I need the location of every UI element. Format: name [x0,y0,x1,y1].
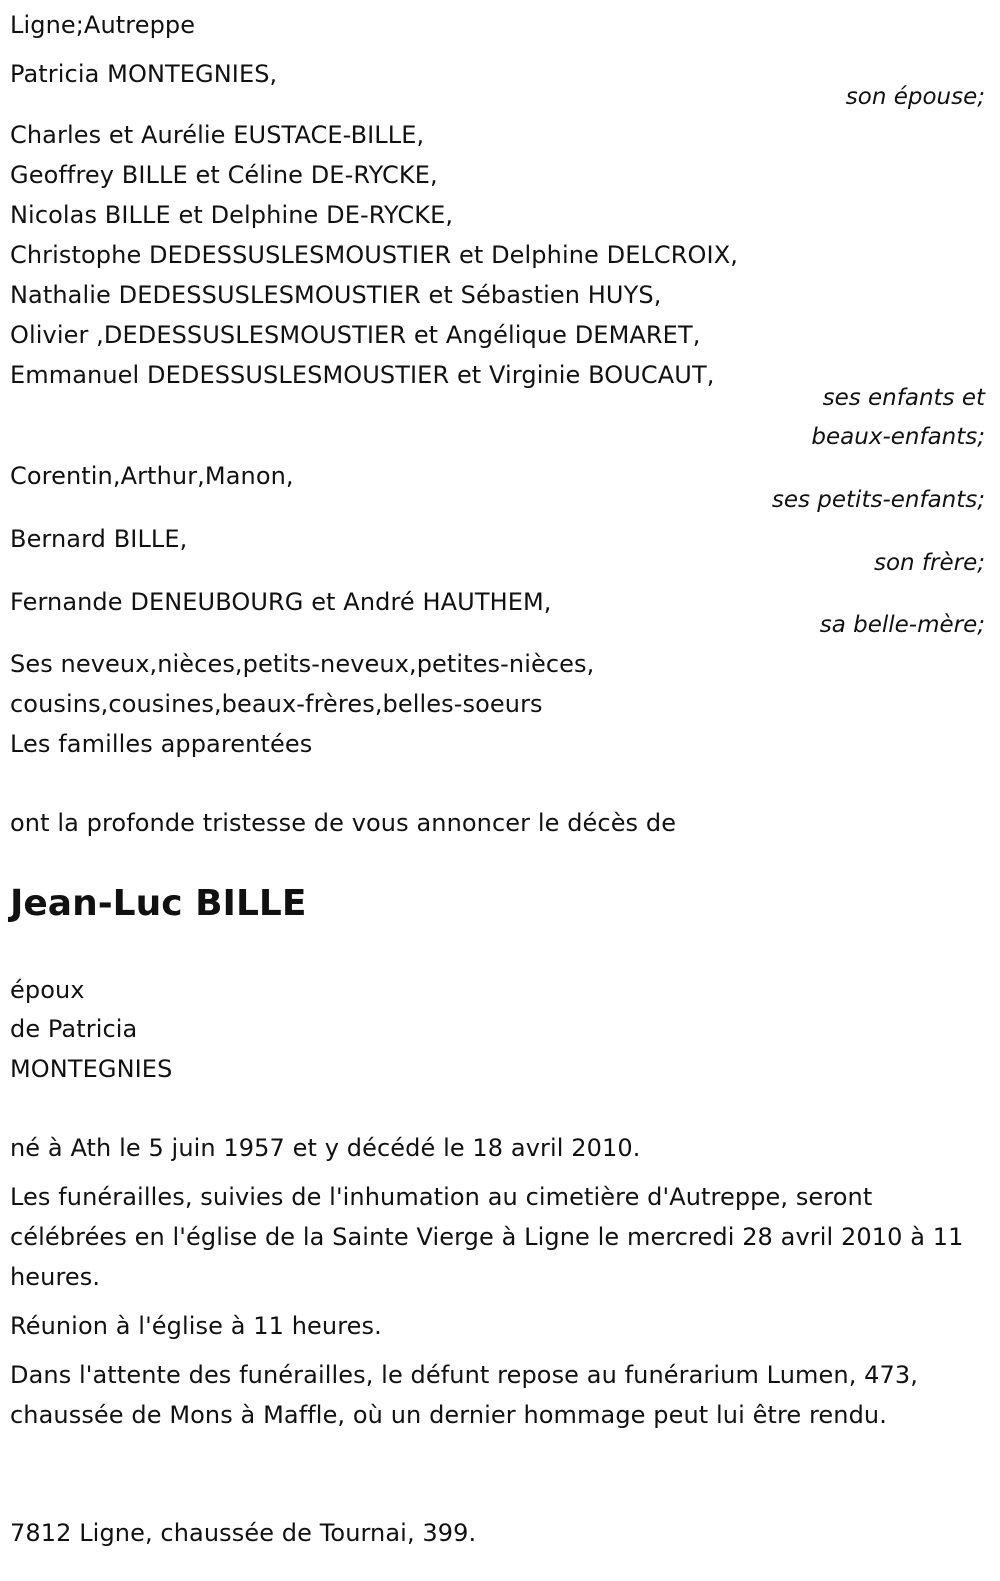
spouse-of-line: époux [10,976,85,1004]
child-line: Charles et Aurélie EUSTACE-BILLE, [10,121,425,149]
location-header: Ligne;Autreppe [10,11,196,39]
address: 7812 Ligne, chaussée de Tournai, 399. [10,1519,477,1547]
child-line: Nathalie DEDESSUSLESMOUSTIER et Sébastien HUYS, [10,281,662,309]
child-line: Nicolas BILLE et Delphine DE-RYCKE, [10,201,454,229]
child-line: Geoffrey BILLE et Céline DE-RYCKE, [10,161,438,189]
rest-details: Dans l'attente des funérailles, le défunt repose au funérarium Lumen, 473, chaussée de Mons à Maffle, où un dernier hommage peut lui être rendu. [10,1361,918,1429]
relatives-line: Les familles apparentées [10,730,313,758]
mother-in-law-relation: sa belle-mère; [819,612,985,638]
spouse-of-line: de Patricia [10,1015,138,1043]
mother-in-law-name: Fernande DENEUBOURG et André HAUTHEM, [10,588,552,616]
children-relation: beaux-enfants; [811,424,985,450]
spouse-relation: son épouse; [845,84,985,110]
child-line: Emmanuel DEDESSUSLESMOUSTIER et Virginie BOUCAUT, [10,361,715,389]
brother-name: Bernard BILLE, [10,525,188,553]
relatives-line: cousins,cousines,beaux-frères,belles-soeurs [10,690,543,718]
grandchildren-names: Corentin,Arthur,Manon, [10,462,294,490]
children-relation: ses enfants et [822,385,985,411]
grandchildren-relation: ses petits-enfants; [771,487,985,513]
relatives-line: Ses neveux,nièces,petits-neveux,petites-nièces, [10,650,595,678]
spouse-of-line: MONTEGNIES [10,1055,173,1083]
announcement: ont la profonde tristesse de vous annoncer le décès de [10,809,677,837]
funeral-details: Les funérailles, suivies de l'inhumation au cimetière d'Autreppe, seront célébrées en l'église de la Sainte Vierge à Ligne le mercredi 28 avril 2010 à 11 heures. [10,1183,964,1291]
brother-relation: son frère; [873,550,985,576]
child-line: Christophe DEDESSUSLESMOUSTIER et Delphine DELCROIX, [10,241,739,269]
meeting-details: Réunion à l'église à 11 heures. [10,1312,382,1340]
birth-death: né à Ath le 5 juin 1957 et y décédé le 18 avril 2010. [10,1134,641,1162]
child-line: Olivier ,DEDESSUSLESMOUSTIER et Angélique DEMARET, [10,321,701,349]
spouse-name: Patricia MONTEGNIES, [10,60,278,88]
deceased-name: Jean-Luc BILLE [10,883,307,924]
obituary-page [10,0,985,1581]
